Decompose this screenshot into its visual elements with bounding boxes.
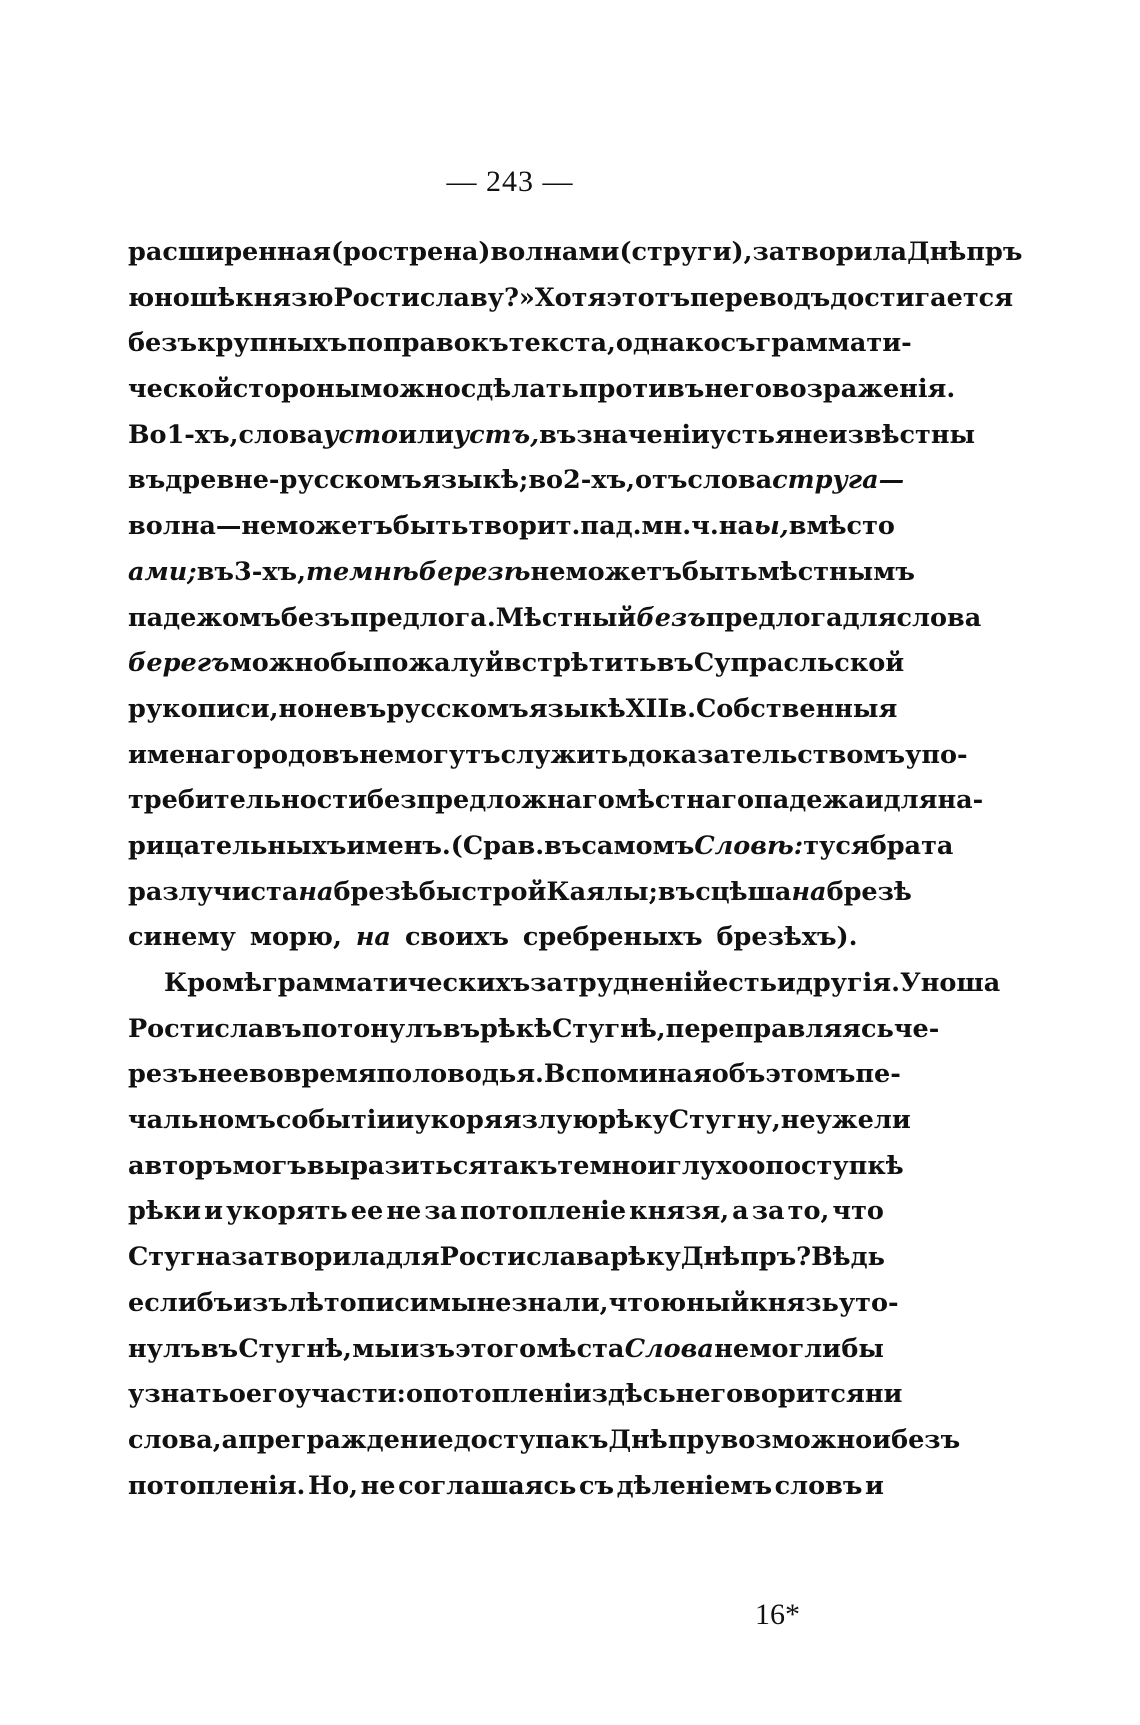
- word: слова: [896, 602, 982, 633]
- word: Днѣпру: [608, 1424, 721, 1455]
- word: мѣстнаго: [614, 785, 755, 816]
- word: здѣсь: [591, 1379, 676, 1410]
- word: изъ: [400, 1333, 455, 1364]
- word: соглашаясь: [398, 1470, 577, 1501]
- text-line: [128, 276, 1014, 322]
- word: доступа: [453, 1424, 571, 1455]
- word: ческой: [128, 374, 233, 405]
- word: мн.: [641, 511, 692, 542]
- word: потопленіи: [422, 1379, 592, 1410]
- word: Стугна: [128, 1242, 232, 1273]
- word: можетъ: [276, 511, 393, 542]
- word: стороны: [232, 374, 361, 405]
- word: уто-: [838, 1287, 899, 1318]
- word: половодья.: [376, 1059, 544, 1090]
- word: мы: [428, 1287, 477, 1318]
- word: Супрасльской: [693, 648, 905, 679]
- word: Ростиславу?»: [333, 282, 535, 313]
- word: самомъ: [581, 830, 695, 861]
- word: во: [528, 465, 564, 496]
- signature-mark: 16*: [755, 1598, 800, 1631]
- word: узнать: [128, 1379, 229, 1410]
- word: берегъ: [128, 648, 230, 679]
- word: достигается: [830, 282, 1014, 313]
- word: Днѣпръ?: [680, 1242, 812, 1273]
- text-line: [128, 824, 954, 870]
- word: быть: [392, 511, 469, 542]
- word: можно: [360, 374, 461, 405]
- word: дѣленіемъ: [616, 1470, 773, 1501]
- word: бы: [841, 1333, 884, 1364]
- word: упо-: [905, 739, 968, 770]
- word: безъ: [280, 602, 350, 633]
- word: встрѣтить: [503, 648, 657, 679]
- word: ы,: [753, 511, 789, 542]
- word: устья: [709, 419, 794, 450]
- word: съ: [720, 328, 756, 359]
- word: другія.: [795, 968, 901, 998]
- word: потопленіе: [460, 1196, 627, 1227]
- word: укоряя: [414, 1105, 522, 1136]
- word: не: [359, 739, 395, 770]
- word: и: [776, 968, 796, 998]
- word: противъ: [578, 374, 705, 405]
- word: возможно: [720, 1424, 873, 1455]
- text-line: [128, 550, 915, 596]
- word: слова: [238, 419, 324, 450]
- word: знали,: [511, 1287, 609, 1318]
- word: и: [864, 785, 884, 816]
- word: не: [314, 693, 350, 724]
- word: Во: [128, 419, 167, 450]
- word: въ: [442, 1013, 481, 1044]
- word: не: [675, 1379, 711, 1410]
- word: и: [204, 1196, 224, 1227]
- word: брезѣ: [826, 876, 912, 907]
- word: Стугну,: [668, 1105, 781, 1136]
- word: пожалуй: [372, 648, 504, 679]
- word: брезѣ: [333, 876, 419, 907]
- word: Ростислава: [439, 1242, 611, 1273]
- word: не: [386, 1196, 422, 1227]
- word: юный: [660, 1287, 750, 1318]
- text-line: [128, 1144, 904, 1190]
- word: словъ: [774, 1470, 863, 1501]
- text-line: [128, 1327, 884, 1373]
- word: безъ: [128, 328, 198, 359]
- word: языкѣ;: [421, 465, 529, 496]
- word: не: [476, 1287, 512, 1318]
- word: въ: [196, 556, 234, 587]
- word: Каялы;: [546, 876, 658, 907]
- word: въ: [128, 465, 166, 496]
- text-line: [128, 778, 984, 824]
- word: неужели: [780, 1105, 911, 1136]
- word: сребреныхъ: [522, 922, 703, 953]
- word: о: [748, 1150, 766, 1181]
- word: можно: [229, 648, 331, 679]
- word: во: [249, 1059, 284, 1090]
- word: о: [405, 1379, 423, 1410]
- text-line: [128, 230, 1023, 276]
- word: есть: [712, 968, 777, 998]
- word: Стугнѣ,: [552, 1013, 666, 1044]
- word: рѣку: [598, 1105, 669, 1136]
- text-line: [128, 687, 898, 733]
- word: на: [298, 876, 334, 907]
- word: имена: [128, 739, 221, 770]
- word: устъ,: [453, 419, 540, 450]
- text-line: [128, 321, 912, 367]
- word: юношѣ: [128, 282, 236, 313]
- word: ч.: [691, 511, 719, 542]
- word: отъ: [635, 465, 688, 496]
- word: сдѣлать: [460, 374, 579, 405]
- word: мы: [352, 1333, 400, 1364]
- word: преграждение: [238, 1424, 454, 1455]
- word: безпредложнаго: [367, 785, 615, 816]
- word: затрудненій: [530, 968, 713, 998]
- word: князю: [235, 282, 334, 313]
- word: говорится: [710, 1379, 865, 1410]
- word: падежомъ: [128, 602, 281, 633]
- word: объ: [711, 1059, 766, 1090]
- word: затворила: [231, 1242, 386, 1273]
- text-line: [128, 1235, 884, 1281]
- word: можетъ: [565, 556, 682, 587]
- word: 1-хъ,: [166, 419, 239, 450]
- word: Днѣпръ: [907, 237, 1023, 267]
- word: Ростиславъ: [128, 1013, 302, 1044]
- word: ами;: [128, 556, 197, 587]
- text-line: [128, 1007, 940, 1053]
- text-line: [128, 1281, 899, 1327]
- text-line: [128, 641, 905, 687]
- word: не: [714, 1333, 750, 1364]
- word: о: [228, 1379, 246, 1410]
- word: въсцѣша: [657, 876, 792, 907]
- word: ни: [864, 1379, 903, 1410]
- word: доказательствомъ: [628, 739, 906, 770]
- text-line: [128, 1189, 884, 1235]
- word: русскомъ: [386, 693, 529, 724]
- word: возраженія.: [771, 374, 956, 405]
- word: выразиться: [306, 1150, 488, 1181]
- word: предлога: [705, 602, 843, 633]
- text-line: [128, 596, 982, 642]
- text-line: [128, 458, 905, 504]
- word: 2-хъ,: [563, 465, 636, 496]
- word: въ: [656, 648, 694, 679]
- word: Вспоминая: [543, 1059, 712, 1090]
- word: что: [832, 1196, 884, 1227]
- word: что: [608, 1287, 661, 1318]
- word: струга—: [772, 465, 905, 496]
- text-line: [128, 733, 968, 779]
- word: лѣтописи: [287, 1287, 429, 1318]
- word: усто: [323, 419, 399, 450]
- word: переводъ: [690, 282, 831, 313]
- word: не: [530, 556, 566, 587]
- word: че-: [893, 1013, 940, 1044]
- word: рѣкѣ: [480, 1013, 553, 1044]
- word: 3-хъ,: [234, 556, 306, 587]
- word: событіи: [275, 1105, 396, 1136]
- word: укорять: [226, 1196, 348, 1227]
- word: авторъ: [128, 1150, 233, 1181]
- word: брезѣхъ).: [716, 922, 858, 953]
- word: быстрой: [418, 876, 547, 907]
- word: Стугнѣ,: [238, 1333, 352, 1364]
- word: грамматическихъ: [262, 968, 531, 998]
- word: ее: [350, 1196, 384, 1227]
- word: рѣку: [610, 1242, 681, 1273]
- word: поступкѣ: [765, 1150, 904, 1181]
- word: для: [842, 602, 897, 633]
- word: языкѣ: [528, 693, 626, 724]
- word: участи:: [294, 1379, 406, 1410]
- word: рукописи,: [128, 693, 279, 724]
- word: Хотя: [534, 282, 607, 313]
- word: на: [791, 876, 827, 907]
- word: морю,: [249, 922, 342, 953]
- text-line: [128, 413, 976, 459]
- word: могъ: [232, 1150, 307, 1181]
- word: граммати-: [755, 328, 912, 359]
- word: мѣста: [536, 1333, 625, 1364]
- word: древне-русскомъ: [165, 465, 422, 496]
- word: городовъ: [220, 739, 360, 770]
- word: въ: [200, 1333, 239, 1364]
- word: потопленія.: [128, 1470, 306, 1501]
- page-number: — 243 —: [446, 165, 574, 198]
- word: крупныхъ: [197, 328, 348, 359]
- word: неизвѣстны: [793, 419, 976, 450]
- text-line: [128, 870, 912, 916]
- word: Собственныя: [695, 693, 898, 724]
- word: слова: [687, 465, 773, 496]
- word: и: [865, 1470, 884, 1501]
- word: текста,: [508, 328, 616, 359]
- word: для: [883, 785, 938, 816]
- word: могутъ: [394, 739, 501, 770]
- word: князь: [749, 1287, 839, 1318]
- word: чальномъ: [128, 1105, 276, 1136]
- word: творит.: [468, 511, 581, 542]
- word: Словѣ:: [694, 830, 804, 861]
- word: вмѣсто: [788, 511, 895, 542]
- word: то,: [787, 1196, 830, 1227]
- word: въ: [539, 419, 577, 450]
- word: значеніи: [576, 419, 710, 450]
- word: потонулъ: [301, 1013, 443, 1044]
- word: брата: [869, 830, 954, 861]
- word: Вѣдь: [811, 1242, 885, 1273]
- word: расширенная: [128, 237, 331, 267]
- word: Кромѣ: [164, 968, 263, 998]
- word: а: [221, 1424, 239, 1455]
- word: не: [360, 1470, 396, 1501]
- text-line: [128, 1464, 884, 1510]
- word: темнѣ: [305, 556, 419, 587]
- word: именъ.: [346, 830, 451, 861]
- word: быть: [681, 556, 758, 587]
- word: но: [278, 693, 315, 724]
- word: падежа: [754, 785, 865, 816]
- word: бы: [330, 648, 373, 679]
- word: нулъ: [128, 1333, 201, 1364]
- word: на: [718, 511, 754, 542]
- body-text: [128, 230, 1023, 1509]
- word: требительности: [128, 785, 368, 816]
- word: березѣ: [418, 556, 531, 587]
- word: нее: [197, 1059, 250, 1090]
- word: въ: [349, 693, 387, 724]
- word: поправокъ: [347, 328, 509, 359]
- word: синему: [128, 922, 236, 953]
- text-line: [128, 367, 956, 413]
- word: однако: [615, 328, 721, 359]
- word: разлучиста: [128, 876, 299, 907]
- word: этого: [455, 1333, 537, 1364]
- word: рѣки: [128, 1196, 202, 1227]
- word: за: [424, 1196, 458, 1227]
- word: ту: [803, 830, 836, 861]
- word: рицательныхъ: [128, 830, 347, 861]
- word: и: [395, 1105, 415, 1136]
- word: его: [245, 1379, 295, 1410]
- word: безъ: [891, 1424, 961, 1455]
- word: въ: [544, 830, 582, 861]
- word: Уноша: [900, 968, 1001, 998]
- word: злую: [521, 1105, 599, 1136]
- word: затворила: [752, 237, 908, 267]
- word: и: [647, 1150, 667, 1181]
- word: (Срав.: [450, 830, 545, 861]
- word: могли: [749, 1333, 842, 1364]
- word: волна—не: [128, 511, 277, 542]
- word: время: [283, 1059, 377, 1090]
- word: переправляясь: [665, 1013, 894, 1044]
- word: еслибъ: [128, 1287, 234, 1318]
- word: на: [355, 922, 391, 953]
- text-line: [128, 504, 895, 550]
- word: къ: [570, 1424, 609, 1455]
- word: или: [398, 419, 454, 450]
- word: изъ: [233, 1287, 288, 1318]
- word: (струги),: [619, 237, 753, 267]
- word: глухо: [666, 1150, 749, 1181]
- word: своихъ: [404, 922, 509, 953]
- word: этотъ: [606, 282, 691, 313]
- word: Слова: [624, 1333, 714, 1364]
- text-line: [128, 915, 884, 961]
- word: него: [704, 374, 772, 405]
- word: служить: [500, 739, 629, 770]
- word: XII: [625, 693, 670, 724]
- word: для: [385, 1242, 440, 1273]
- word: ся: [835, 830, 870, 861]
- word: резъ: [128, 1059, 198, 1090]
- word: в.: [669, 693, 696, 724]
- paragraph-first-line: [128, 961, 1001, 1007]
- word: Но,: [308, 1470, 358, 1501]
- word: пад.: [580, 511, 642, 542]
- text-line: [128, 1372, 903, 1418]
- word: а: [732, 1196, 749, 1227]
- word: такъ: [487, 1150, 558, 1181]
- word: за: [751, 1196, 785, 1227]
- word: мѣстнымъ: [757, 556, 915, 587]
- word: и: [872, 1424, 892, 1455]
- word: князя,: [629, 1196, 730, 1227]
- word: предлога.: [349, 602, 496, 633]
- word: волнами: [490, 237, 620, 267]
- word: (рострена): [330, 237, 491, 267]
- word: пе-: [855, 1059, 901, 1090]
- text-line: [128, 1418, 961, 1464]
- word: съ: [578, 1470, 615, 1501]
- word: на-: [937, 785, 984, 816]
- word: слова,: [128, 1424, 222, 1455]
- text-line: [128, 1052, 901, 1098]
- word: этомъ: [765, 1059, 856, 1090]
- text-line: [128, 1098, 911, 1144]
- word: Мѣстный: [495, 602, 637, 633]
- word: безъ: [636, 602, 706, 633]
- word: темно: [557, 1150, 648, 1181]
